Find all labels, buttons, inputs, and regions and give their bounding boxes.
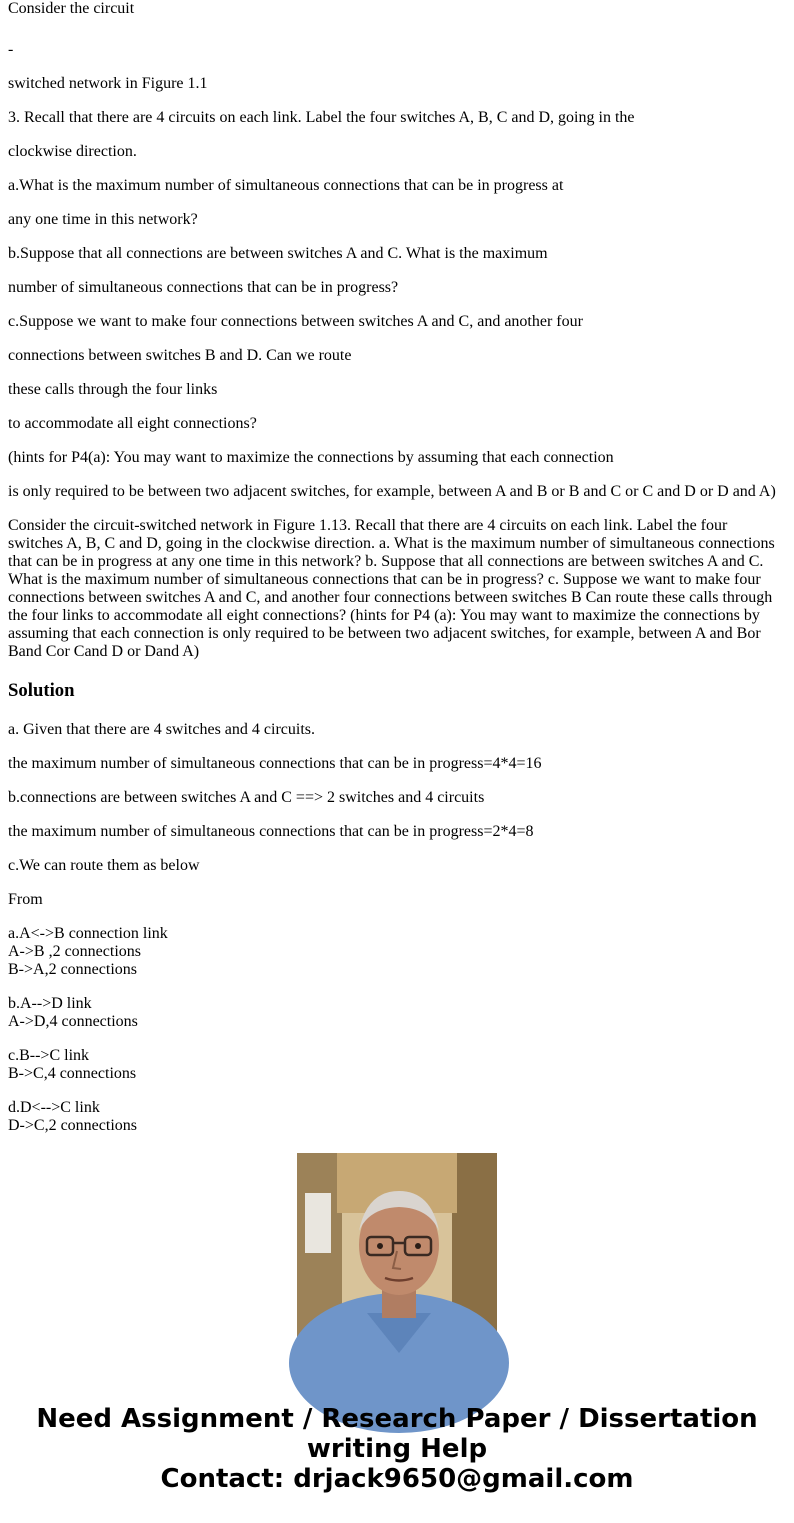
route-line: A->B ,2 connections	[8, 943, 141, 960]
solution-text: From	[8, 891, 43, 908]
route-line: B->A,2 connections	[8, 961, 137, 978]
solution-text: the maximum number of simultaneous connections that can be in progress=4*4=16	[8, 755, 542, 772]
route-line: b.A-->D link	[8, 995, 92, 1012]
question-line: -	[8, 41, 14, 58]
question-line: Consider the circuit	[8, 0, 135, 17]
question-line: 3. Recall that there are 4 circuits on each link. Label the four switches A, B, C and D, going in the	[8, 109, 635, 126]
route-line: D->C,2 connections	[8, 1117, 137, 1134]
route-link-c	[8, 1047, 786, 1083]
route-line: c.B-->C link	[8, 1047, 90, 1064]
solution-text: c.We can route them as below	[8, 857, 200, 874]
question-line: (hints for P4(a): You may want to maximize the connections by assuming that each connection	[8, 449, 614, 466]
promo-footer	[0, 1123, 794, 1523]
help-line: Need Assignment / Research Paper / Dissertation	[36, 1404, 758, 1434]
question-line: clockwise direction.	[8, 143, 137, 160]
question-line: number of simultaneous connections that can be in progress?	[8, 279, 399, 296]
question-line: connections between switches B and D. Can we route	[8, 347, 352, 364]
route-line: d.D<-->C link	[8, 1099, 100, 1116]
document-content	[8, 0, 786, 1134]
question-line: any one time in this network?	[8, 211, 198, 228]
avatar	[297, 1153, 497, 1353]
question-line: a.What is the maximum number of simultaneous connections that can be in progress at	[8, 177, 564, 194]
solution-heading: Solution	[8, 680, 75, 701]
route-link-b	[8, 995, 786, 1031]
route-line: A->D,4 connections	[8, 1013, 138, 1030]
help-banner	[0, 1404, 794, 1494]
route-line: B->C,4 connections	[8, 1065, 137, 1082]
question-line: switched network in Figure 1.1	[8, 75, 208, 92]
tutor-portrait-image	[297, 1153, 497, 1353]
question-line: to accommodate all eight connections?	[8, 415, 257, 432]
solution-text: a. Given that there are 4 switches and 4 circuits.	[8, 721, 315, 738]
route-line: a.A<->B connection link	[8, 925, 168, 942]
help-line: writing Help	[306, 1434, 488, 1464]
question-line: is only required to be between two adjacent switches, for example, between A and B or B and C or C and D or D and A)	[8, 483, 776, 500]
question-line: b.Suppose that all connections are between switches A and C. What is the maximum	[8, 245, 548, 262]
question-line: c.Suppose we want to make four connections between switches A and C, and another four	[8, 313, 583, 330]
route-link-a	[8, 925, 786, 979]
question-paragraph: Consider the circuit-switched network in Figure 1.13. Recall that there are 4 circuits on each link. Label the four switches A, B, C and D, going in the clockwise direction. a. What is the maximum number of simultaneous connections that can be in progress at any one time in this network? b. Suppose that all connections are between switches A and C. What is the maximum number of simultaneous connections that can be in progress? c. Suppose we want to make four connections between switches A and C, and another four connections between switches B Can route these calls through the four links to accommodate all eight connections? (hints for P4 (a): You may want to maximize the connections by assuming that each connection is only required to be between two adjacent switches, for example, between A and Bor Band Cor Cand D or Dand A)	[8, 517, 775, 660]
contact-email[interactable]: Contact: drjack9650@gmail.com	[160, 1464, 634, 1494]
solution-text: the maximum number of simultaneous connections that can be in progress=2*4=8	[8, 823, 534, 840]
question-line: these calls through the four links	[8, 381, 218, 398]
solution-text: b.connections are between switches A and C ==> 2 switches and 4 circuits	[8, 789, 485, 806]
